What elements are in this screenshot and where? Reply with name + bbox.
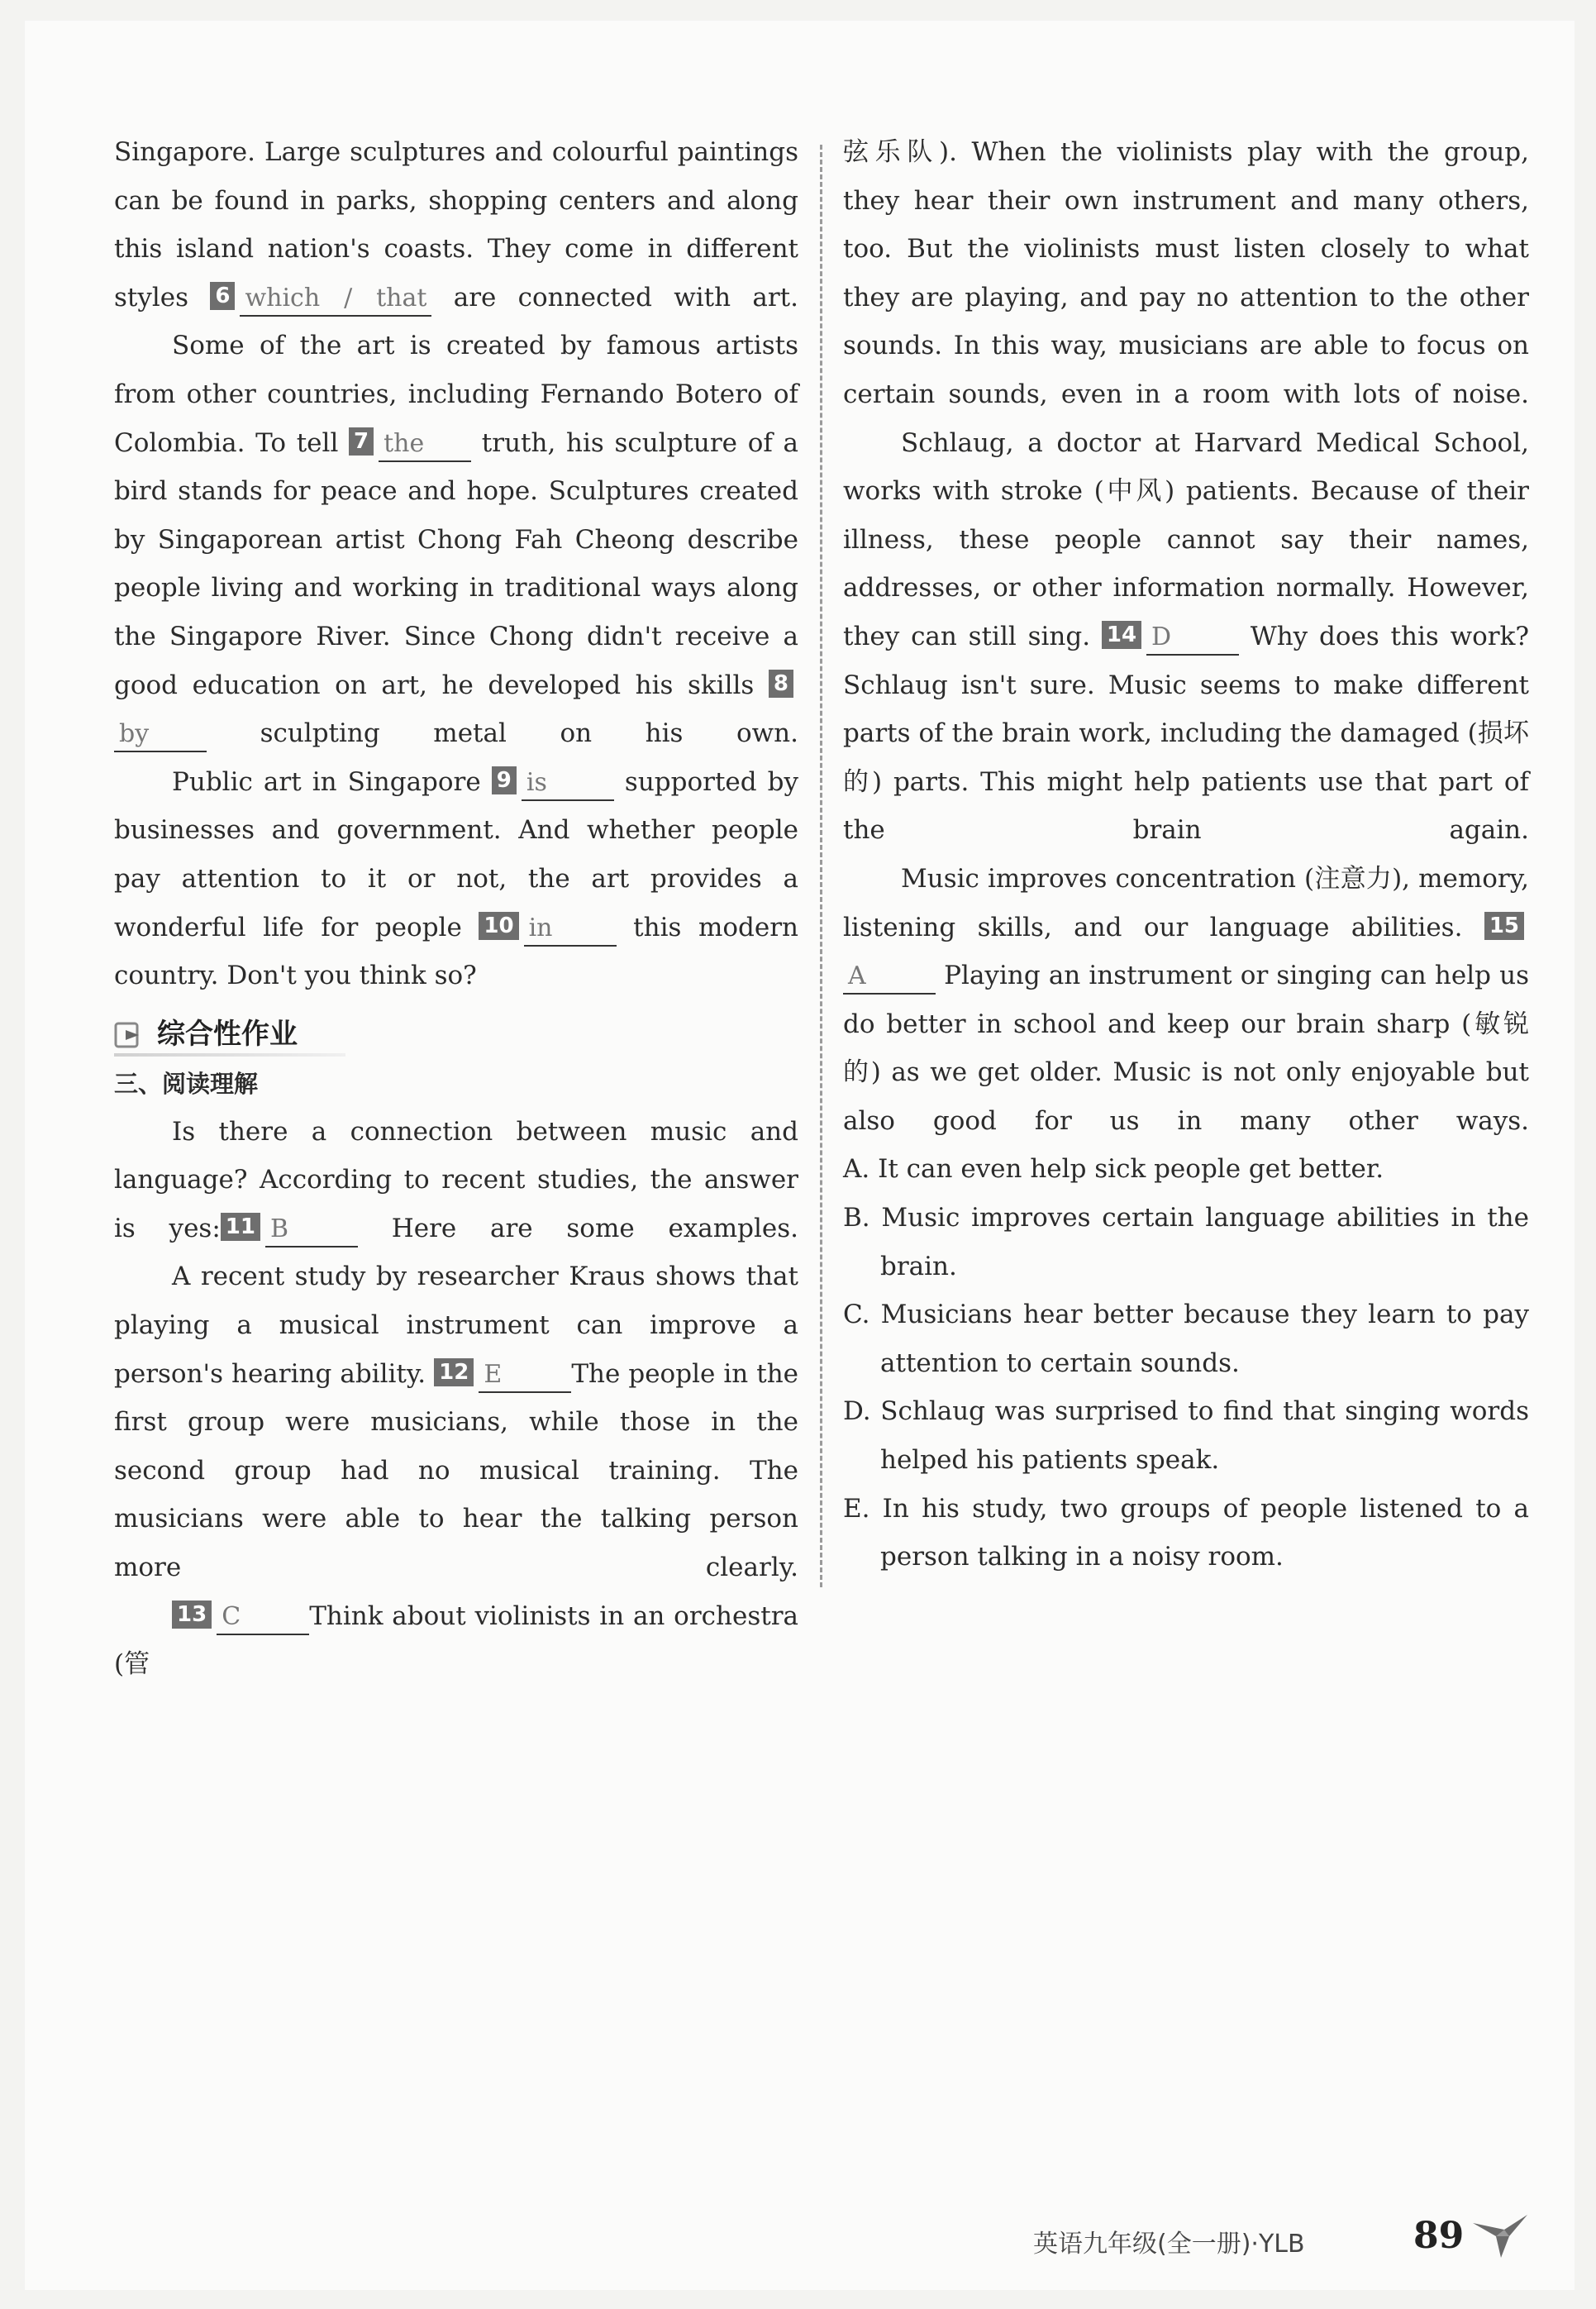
book-title: 英语九年级(全一册)·YLB xyxy=(1033,2230,1305,2259)
option-a: A. It can even help sick people get better. xyxy=(843,1154,1384,1185)
question-number: 12 xyxy=(434,1358,474,1386)
option-c: C. Musicians hear better because they learn to pay attention to certain sounds. xyxy=(843,1300,1529,1378)
page-footer xyxy=(1033,2211,1529,2269)
paragraph: Public art in Singapore 9 is supported by businesses and government. And whether people pay attention to it or not, the art provides a wonderful life for people 10 in this modern country. Don't you think so? xyxy=(114,766,799,991)
paragraph: 13 C Think about violinists in an orchestra (管 xyxy=(114,1601,798,1680)
question-number: 8 xyxy=(769,670,793,698)
answer-blank: B xyxy=(265,1213,358,1248)
option-d: D. Schlaug was surprised to find that singing words helped his patients speak. xyxy=(843,1396,1529,1476)
paragraph: Some of the art is created by famous artists from other countries, including Fernando Botero of Colombia. To tell 7 the truth, his sculpture of a bird stands for peace and hope. Sculptures created by Singaporean artist Chong Fah Cheong describe people living and working in traditional ways along the Singapore River. Since Chong didn't receive a good education on art, he developed his skills 8by sculpting metal on his own. xyxy=(114,322,798,757)
paragraph: 弦乐队). When the violinists play with the group, they hear their own instrument and many others, too. But the violinists must listen closely to what they are playing, and pay no attention to the other sounds. In this way, musicians are able to focus on certain sounds, even in a room with lots of noise. xyxy=(843,137,1529,409)
answer-blank: A xyxy=(843,960,936,995)
paragraph: Schlaug, a doctor at Harvard Medical School, works with stroke (中风) patients. Because of their illness, these people cannot say their names, addresses, or other information normally. However, they can still sing. 14 D Why does this work? Schlaug isn't sure. Music seems to make different parts of the brain work, including the damaged (损坏的) parts. This might help patients use that part of the brain again. xyxy=(843,427,1529,846)
option-b: B. Music improves certain language abilities in the brain. xyxy=(843,1203,1529,1281)
answer-blank: E xyxy=(479,1358,571,1393)
paragraph: Music improves concentration (注意力), memory, listening skills, and our language abilities. 15A Playing an instrument or singing can help us do better in school and keep our brain sharp (敏锐的) as we get older. Music is not only enjoyable but also good for us in many other ways. xyxy=(843,863,1529,1136)
page-number: 89 xyxy=(1413,2215,1465,2257)
question-number: 15 xyxy=(1484,912,1524,940)
column-divider xyxy=(820,145,822,1587)
answer-blank: which / that xyxy=(240,282,431,317)
question-number: 7 xyxy=(349,427,374,456)
question-number: 13 xyxy=(172,1601,212,1629)
pencil-tag-icon xyxy=(114,1019,147,1052)
question-number: 9 xyxy=(492,766,517,794)
answer-blank: is xyxy=(522,766,614,801)
paragraph: Singapore. Large sculptures and colourful paintings can be found in parks, shopping centers and along this island nation's coasts. They come in different styles 6 which / that are connected with art. xyxy=(114,128,798,322)
reading-subheading: 三、阅读理解 xyxy=(114,1069,259,1098)
paragraph: A recent study by researcher Kraus shows that playing a musical instrument can improve a person's hearing ability. 12 E The people in the first group were musicians, while those in the second group had no musical training. The musicians were able to hear the talking person more clearly. xyxy=(114,1262,799,1583)
answer-blank: D xyxy=(1146,621,1239,656)
bird-logo-icon xyxy=(1471,2211,1529,2261)
section-title: 综合性作业 xyxy=(157,1017,298,1051)
question-number: 11 xyxy=(221,1213,260,1241)
answer-blank: by xyxy=(114,718,207,752)
left-column xyxy=(114,128,798,1689)
option-e: E. In his study, two groups of people listened to a person talking in a noisy room. xyxy=(843,1493,1529,1572)
question-number: 6 xyxy=(210,282,235,310)
workbook-page xyxy=(25,21,1575,2290)
answer-blank: in xyxy=(524,912,617,947)
question-number: 10 xyxy=(479,912,518,940)
paragraph: Is there a connection between music and language? According to recent studies, the answer is yes: 11 B Here are some examples. xyxy=(114,1108,798,1253)
section-underline xyxy=(114,1053,345,1057)
answer-blank: C xyxy=(217,1601,309,1635)
answer-blank: the xyxy=(379,427,471,462)
right-column xyxy=(843,128,1529,1581)
question-number: 14 xyxy=(1102,621,1141,649)
section-heading xyxy=(114,1012,798,1057)
